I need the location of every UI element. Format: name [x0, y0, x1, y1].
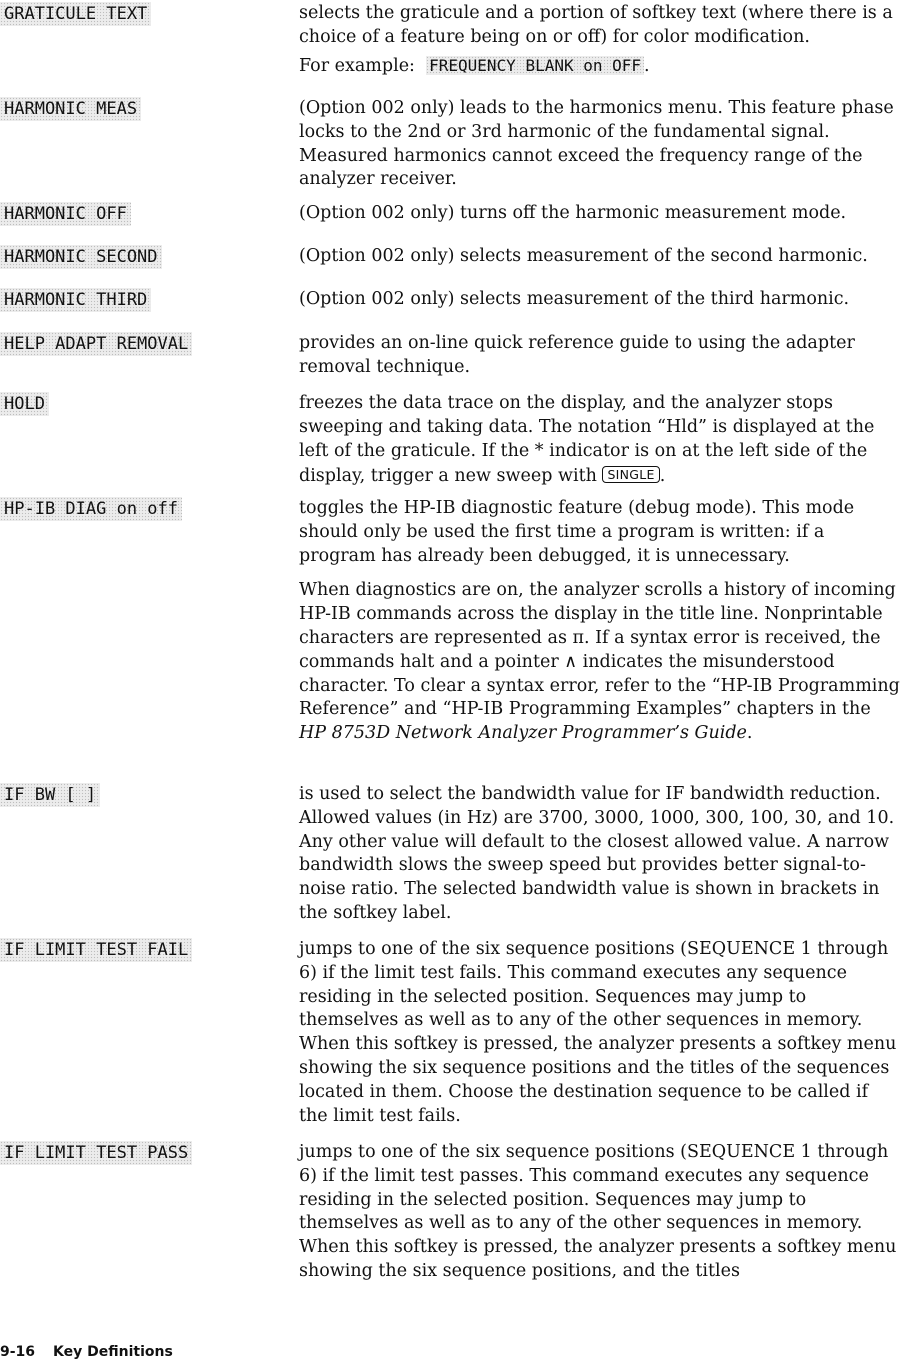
definition-text: (Option 002 only) selects measurement of the third harmonic.	[299, 289, 850, 309]
definition-text-end: .	[659, 466, 666, 487]
definition-text: selects the graticule and a portion of softkey text (where there is a choice of a feature being on or off) for color modification.	[299, 3, 893, 47]
guide-title: HP 8753D Network Analyzer Programmer’s Guide	[299, 723, 747, 744]
softkey-label: HOLD	[0, 392, 49, 416]
softkey-label: IF BW [ ]	[0, 783, 100, 807]
definition-text: jumps to one of the six sequence positions (SEQUENCE 1 through 6) if the limit test fails. This command executes any sequence residing in the selected position. Sequences may jump to themselves as well as to any of the other sequences in memory. When this softkey is pressed, the analyzer presents a softkey menu showing the six sequence positions and the titles of the sequences located in them. Choose the destination sequence to be called if the limit test fails.	[299, 939, 897, 1126]
example-suffix: .	[644, 55, 650, 76]
example-line	[299, 54, 901, 79]
definition	[299, 97, 901, 192]
definition-text-2	[299, 579, 901, 746]
section-title: Key Definitions	[53, 1344, 173, 1360]
page-footer	[0, 1344, 173, 1360]
definition-text	[299, 392, 901, 489]
hardkey-single: SINGLE	[602, 466, 659, 483]
softkey-label: HARMONIC OFF	[0, 202, 131, 226]
definition	[299, 392, 901, 489]
softkey-label: HARMONIC SECOND	[0, 245, 162, 269]
definition-text: is used to select the bandwidth value for IF bandwidth reduction. Allowed values (in Hz) are 3700, 3000, 1000, 300, 100, 30, and 10. Any other value will default to the closest allowed value. A narrow bandwidth slows the sweep speed but provides better signal-to-noise ratio. The selected bandwidth value is shown in brackets in the softkey label.	[299, 784, 895, 923]
definition-text: toggles the HP-IB diagnostic feature (debug mode). This mode should only be used the first time a program is written: if a program has already been debugged, it is unnecessary.	[299, 498, 855, 566]
definition	[299, 1141, 901, 1284]
definition	[299, 783, 901, 926]
definition-text: jumps to one of the six sequence positions (SEQUENCE 1 through 6) if the limit test passes. This command executes any sequence residing in the selected position. Sequences may jump to themselves as well as to any of the other sequences in memory. When this softkey is pressed, the analyzer presents a softkey menu showing the six sequence positions, and the titles	[299, 1142, 897, 1281]
definition	[299, 202, 901, 226]
definition	[299, 288, 901, 312]
softkey-label: HARMONIC MEAS	[0, 97, 141, 121]
definition	[299, 497, 901, 746]
softkey-label: GRATICULE TEXT	[0, 2, 151, 26]
definition	[299, 938, 901, 1128]
definition	[299, 2, 901, 78]
softkey-label: HELP ADAPT REMOVAL	[0, 332, 192, 356]
example-prefix: For example:	[299, 55, 415, 76]
definition-text: provides an on-line quick reference guide to using the adapter removal technique.	[299, 333, 855, 377]
definition	[299, 245, 901, 269]
definition-text: (Option 002 only) selects measurement of the second harmonic.	[299, 246, 868, 266]
definition	[299, 332, 901, 380]
softkey-label: HP-IB DIAG on off	[0, 497, 182, 521]
definition-text: (Option 002 only) leads to the harmonics menu. This feature phase locks to the 2nd or 3rd harmonic of the fundamental signal. Measured harmonics cannot exceed the frequency range of the analyzer receiver.	[299, 98, 894, 190]
definition-text-part: When diagnostics are on, the analyzer scrolls a history of incoming HP-IB commands across the display in the title line. Nonprintable characters are represented as π. If a syntax error is received, the commands halt and a pointer ∧ indicates the misunderstood character. To clear a syntax error, refer to the “HP-IB Programming Reference” and “HP-IB Programming Examples” chapters in the	[299, 580, 900, 720]
softkey-label: IF LIMIT TEST FAIL	[0, 938, 192, 962]
definition-text: (Option 002 only) turns off the harmonic measurement mode.	[299, 203, 847, 223]
inline-softkey: FREQUENCY BLANK on OFF	[426, 56, 644, 75]
definition-text-part: freezes the data trace on the display, and the analyzer stops sweeping and taking data. The notation “Hld” is displayed at the left of the graticule. If the * indicator is on at the left side of the display, trigger a new sweep with	[299, 393, 875, 487]
page-number: 9-16	[0, 1344, 36, 1360]
definition-text-end: .	[746, 723, 753, 744]
softkey-label: HARMONIC THIRD	[0, 288, 151, 312]
softkey-label: IF LIMIT TEST PASS	[0, 1141, 192, 1165]
